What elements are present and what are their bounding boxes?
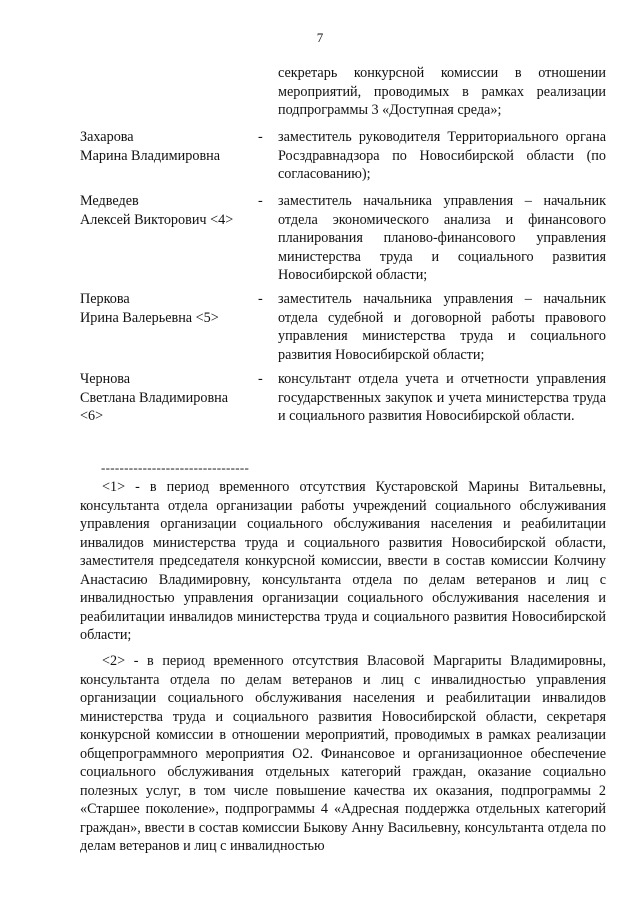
footnote-separator: -------------------------------- [101,460,250,475]
page-number: 7 [316,30,324,45]
footnote-1: <1> - в период временного отсутствия Кустаровской Марины Витальевны, консультанта отдела организации работы учреждений социального обслуживания управления организации социального обслуживания населения и реабилитации инвалидов министерства труда и социального развития Новосибирской области, заместителя председателя конкурсной комиссии, ввести в состав комиссии Колчину Анастасию Владимировну, консультанта отдела по делам ветеранов и лиц с инвалидностью управления организации социального обслуживания населения и реабилитации инвалидов министерства труда и социального развития Новосибирской области; [80,479,606,643]
member-dash: - [258,291,263,307]
continuation-text: секретарь конкурсной комиссии в отношении мероприятий, проводимых в рамках реализации подпрограммы 3 «Доступная среда»; [278,65,606,118]
member-role: заместитель руководителя Территориального органа Росздравнадзора по Новосибирской области (по согласованию); [278,129,606,182]
member-name: Чернова Светлана Владимировна <6> [80,371,229,424]
member-dash: - [258,193,263,209]
member-role: консультант отдела учета и отчетности управления государственных закупок и учета министерства труда и социального развития Новосибирской области. [278,371,606,424]
member-dash: - [258,371,263,387]
member-name: Захарова Марина Владимировна [80,129,221,164]
member-dash: - [258,129,263,145]
footnote-2: <2> - в период временного отсутствия Власовой Маргариты Владимировны, консультанта отдела по делам ветеранов и лиц с инвалидностью управления организации социального обслуживания населения и реабилитации инвалидов министерства труда и социального развития Новосибирской области, секретаря конкурсной комиссии в отношении мероприятий, проводимых в рамках реализации общепрограммного мероприятия О2. Финансовое и организационное обеспечение социального обслуживания отдельных категорий граждан, оказание социально полезных услуг, в том числе повышение качества их оказания, подпрограммы 2 «Старшее поколение», подпрограммы 4 «Адресная поддержка отдельных категорий граждан», ввести в состав комиссии Быкову Анну Васильевну, консультанта отдела по делам ветеранов и лиц с инвалидностью [80,653,606,854]
member-role: заместитель начальника управления – начальник отдела экономического анализа и финансового планирования планово-финансового управления министерства труда и социального развития Новосибирской области; [278,193,606,283]
member-role: заместитель начальника управления – начальник отдела судебной и договорной работы правового управления министерства труда и социального развития Новосибирской области; [278,291,606,363]
member-name: Перкова Ирина Валерьевна <5> [80,291,219,326]
member-name: Медведев Алексей Викторович <4> [80,193,234,228]
